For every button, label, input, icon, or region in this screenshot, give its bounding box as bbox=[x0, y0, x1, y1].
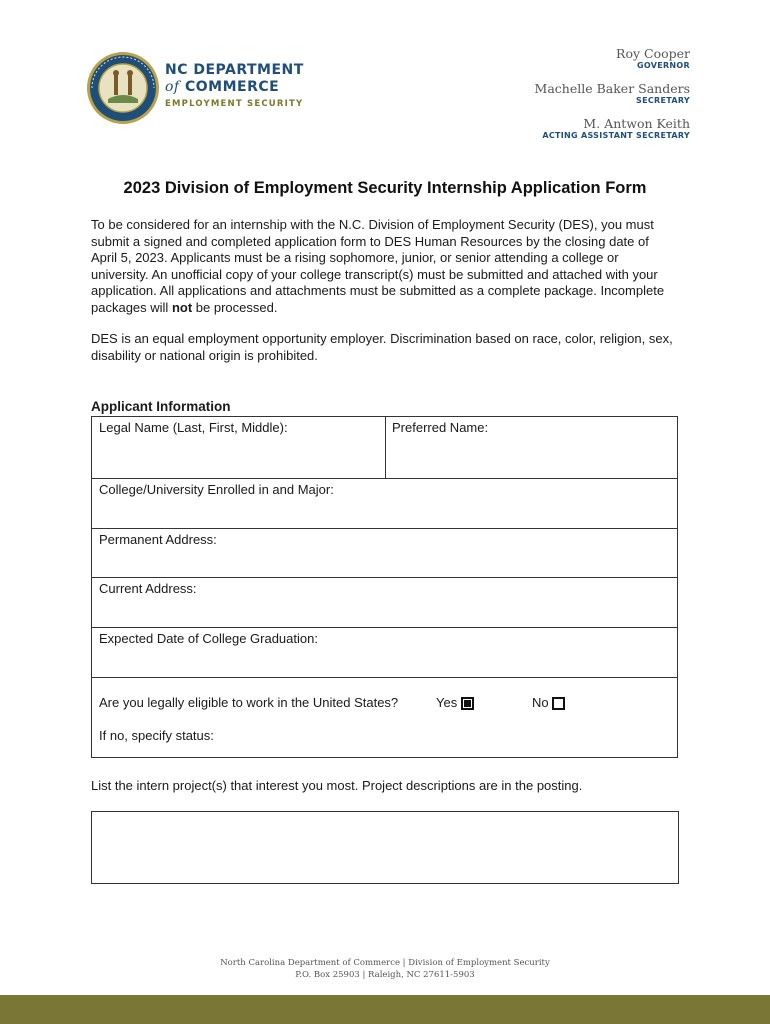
no-label: No bbox=[532, 695, 549, 710]
official-governor bbox=[535, 46, 690, 71]
nc-state-seal-icon bbox=[86, 51, 160, 125]
projects-input-box[interactable] bbox=[91, 811, 679, 884]
college-row[interactable] bbox=[92, 479, 677, 529]
graduation-label: Expected Date of College Graduation: bbox=[99, 631, 318, 646]
yes-checkbox[interactable] bbox=[461, 697, 474, 710]
current-address-label: Current Address: bbox=[99, 581, 197, 596]
yes-option[interactable] bbox=[436, 695, 474, 711]
brand-line1: NC DEPARTMENT bbox=[165, 62, 304, 78]
divider bbox=[385, 417, 386, 478]
official-name: Roy Cooper bbox=[616, 46, 690, 61]
name-row bbox=[92, 417, 677, 479]
intro-paragraph bbox=[91, 217, 676, 316]
footer-line1: North Carolina Department of Commerce | Division of Employment Security bbox=[220, 958, 550, 968]
permanent-address-label: Permanent Address: bbox=[99, 532, 217, 547]
eligibility-row bbox=[92, 678, 677, 758]
projects-label: List the intern project(s) that interest you most. Project descriptions are in the posting. bbox=[91, 778, 583, 793]
eeo-paragraph: DES is an equal employment opportunity employer. Discrimination based on race, color, religion, sex, disability or national origin is prohibited. bbox=[91, 331, 673, 363]
permanent-address-row[interactable] bbox=[92, 529, 677, 578]
graduation-row[interactable] bbox=[92, 628, 677, 678]
officials-list bbox=[535, 46, 690, 151]
intro-bold: not bbox=[171, 299, 193, 315]
eligible-label: Are you legally eligible to work in the United States? bbox=[99, 695, 399, 710]
page-title: 2023 Division of Employment Security Internship Application Form bbox=[123, 179, 647, 197]
official-name: Machelle Baker Sanders bbox=[534, 81, 690, 96]
footer-bar bbox=[0, 995, 770, 1024]
applicant-form bbox=[91, 416, 678, 758]
preferred-name-label: Preferred Name: bbox=[392, 420, 489, 435]
footer bbox=[0, 957, 770, 981]
yes-label: Yes bbox=[436, 695, 458, 710]
official-title: SECRETARY bbox=[636, 96, 690, 105]
official-title: GOVERNOR bbox=[636, 61, 690, 70]
official-name: M. Antwon Keith bbox=[583, 116, 690, 131]
college-label: College/University Enrolled in and Major: bbox=[99, 482, 334, 497]
intro-text-a: To be considered for an internship with the N.C. Division of Employment Security (DES), you must submit a signed and completed application form to DES Human Resources by the closing date of April 5, 2023. Applicants must be a rising sophomore, junior, or senior attending a college or university. An unofficial copy of your college transcript(s) must be submitted and attached with your application. All applications and attachments must be submitted as a complete package. Incomplete packages will bbox=[91, 217, 665, 315]
brand-of: of bbox=[165, 79, 180, 95]
status-label: If no, specify status: bbox=[99, 728, 214, 743]
no-checkbox[interactable] bbox=[552, 697, 565, 710]
current-address-row[interactable] bbox=[92, 578, 677, 628]
official-secretary bbox=[535, 81, 690, 106]
brand-line3: EMPLOYMENT SECURITY bbox=[165, 99, 304, 109]
no-option[interactable] bbox=[532, 695, 565, 711]
intro-text-b: be processed. bbox=[192, 299, 278, 315]
official-title: ACTING ASSISTANT SECRETARY bbox=[542, 131, 690, 140]
footer-line2: P.O. Box 25903 | Raleigh, NC 27611-5903 bbox=[295, 970, 475, 980]
legal-name-label: Legal Name (Last, First, Middle): bbox=[99, 420, 288, 435]
brand-commerce: COMMERCE bbox=[185, 79, 280, 95]
brand-logo bbox=[165, 62, 304, 109]
official-assistant-secretary bbox=[535, 116, 690, 141]
brand-line2 bbox=[165, 79, 304, 96]
section-heading: Applicant Information bbox=[91, 399, 231, 414]
